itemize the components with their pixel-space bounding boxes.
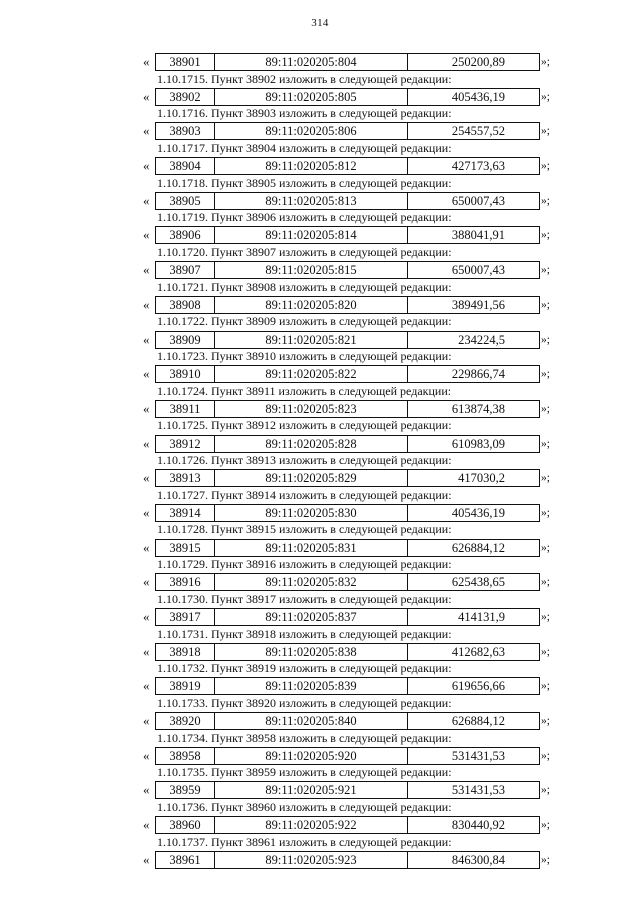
- item-number-cell: 38909: [156, 332, 215, 348]
- entry-table: [155, 781, 540, 799]
- entry-table: [155, 400, 540, 418]
- value-cell: 650007,43: [451, 193, 505, 208]
- close-quote: »;: [541, 645, 550, 658]
- table-row: [0, 850, 640, 870]
- close-quote: »;: [541, 333, 550, 346]
- amendment-caption: 1.10.1725. Пункт 38912 изложить в следующей редакции:: [157, 418, 452, 433]
- entry-table: [155, 643, 540, 661]
- cadastral-number-cell: 89:11:020205:805: [215, 89, 408, 105]
- cadastral-number-cell: 89:11:020205:815: [215, 262, 408, 278]
- close-quote: »;: [541, 368, 550, 381]
- amendment-caption: 1.10.1718. Пункт 38905 изложить в следующей редакции:: [157, 175, 452, 190]
- close-quote: »;: [541, 611, 550, 623]
- open-quote: «: [143, 747, 150, 763]
- table-row: [0, 87, 640, 107]
- table-row: [0, 538, 640, 558]
- entry-table: [155, 851, 540, 869]
- value-cell: 650007,43: [451, 263, 505, 278]
- entry-table: [155, 192, 540, 210]
- item-number-cell: 38908: [156, 297, 215, 313]
- open-quote: «: [143, 192, 150, 208]
- value-cell: 229866,74: [451, 367, 505, 382]
- amendment-caption: 1.10.1729. Пункт 38916 изложить в следующей редакции:: [157, 557, 452, 572]
- close-quote: »;: [541, 56, 550, 68]
- open-quote: «: [143, 782, 150, 798]
- close-quote: »;: [541, 576, 550, 589]
- amendment-entry: [0, 607, 640, 642]
- value-cell: 388041,91: [451, 228, 505, 243]
- open-quote: «: [143, 435, 150, 451]
- amendment-entry: [0, 850, 640, 885]
- cadastral-number-cell: 89:11:020205:840: [215, 713, 408, 729]
- item-number-cell: 38902: [156, 89, 215, 105]
- close-quote: »;: [541, 715, 550, 728]
- table-row: [0, 191, 640, 211]
- amendment-entry: [0, 676, 640, 711]
- cadastral-number-cell: 89:11:020205:820: [215, 297, 408, 313]
- close-quote: »;: [541, 853, 550, 866]
- amendment-entry: [0, 52, 640, 87]
- open-quote: «: [143, 678, 150, 694]
- value-cell: 531431,53: [451, 783, 505, 798]
- item-number-cell: 38903: [156, 123, 215, 139]
- amendment-entry: [0, 642, 640, 677]
- table-row: [0, 676, 640, 696]
- value-cell: 626884,12: [451, 714, 505, 729]
- amendment-entry: [0, 711, 640, 746]
- item-number-cell: 38919: [156, 678, 215, 694]
- amendment-entry: [0, 121, 640, 156]
- open-quote: «: [143, 504, 150, 520]
- value-cell: 405436,19: [451, 505, 505, 520]
- amendment-entry: [0, 434, 640, 469]
- entry-table: [155, 157, 540, 175]
- open-quote: «: [143, 609, 150, 624]
- table-row: [0, 156, 640, 176]
- open-quote: «: [143, 262, 150, 278]
- amendment-caption: 1.10.1715. Пункт 38902 изложить в следующей редакции:: [157, 71, 452, 86]
- value-cell: 405436,19: [451, 89, 505, 104]
- amendment-entry: [0, 815, 640, 850]
- amendment-entry: [0, 538, 640, 573]
- close-quote: »;: [541, 749, 550, 762]
- close-quote: »;: [541, 125, 550, 138]
- amendment-caption: 1.10.1737. Пункт 38961 изложить в следующей редакции:: [157, 834, 452, 849]
- open-quote: «: [143, 400, 150, 416]
- entry-table: [155, 469, 540, 487]
- table-row: [0, 572, 640, 592]
- entry-table: [155, 747, 540, 765]
- amendment-caption: 1.10.1736. Пункт 38960 изложить в следующей редакции:: [157, 799, 452, 814]
- entry-table: [155, 677, 540, 695]
- amendment-entry: [0, 468, 640, 503]
- entry-table: [155, 816, 540, 834]
- amendment-caption: 1.10.1728. Пункт 38915 изложить в следующей редакции:: [157, 522, 452, 537]
- amendment-entry: [0, 330, 640, 365]
- cadastral-number-cell: 89:11:020205:837: [215, 609, 408, 625]
- table-row: [0, 746, 640, 766]
- table-row: [0, 399, 640, 419]
- value-cell: 610983,09: [451, 436, 505, 451]
- item-number-cell: 38907: [156, 262, 215, 278]
- amendment-caption: 1.10.1726. Пункт 38913 изложить в следующей редакции:: [157, 453, 452, 468]
- amendment-entry: [0, 572, 640, 607]
- item-number-cell: 38916: [156, 574, 215, 590]
- entry-table: [155, 53, 540, 71]
- item-number-cell: 38961: [156, 852, 215, 868]
- entry-table: [155, 122, 540, 140]
- cadastral-number-cell: 89:11:020205:806: [215, 123, 408, 139]
- cadastral-number-cell: 89:11:020205:839: [215, 678, 408, 694]
- item-number-cell: 38914: [156, 505, 215, 521]
- cadastral-number-cell: 89:11:020205:821: [215, 332, 408, 348]
- entry-table: [155, 296, 540, 314]
- cadastral-number-cell: 89:11:020205:829: [215, 470, 408, 486]
- item-number-cell: 38920: [156, 713, 215, 729]
- value-cell: 254557,52: [451, 124, 505, 139]
- close-quote: »;: [541, 819, 550, 832]
- open-quote: «: [143, 851, 150, 867]
- item-number-cell: 38911: [156, 401, 215, 417]
- close-quote: »;: [541, 194, 550, 207]
- value-cell: 427173,63: [451, 159, 505, 174]
- open-quote: «: [143, 296, 150, 312]
- open-quote: «: [143, 331, 150, 347]
- entry-table: [155, 539, 540, 557]
- amendment-caption: 1.10.1731. Пункт 38918 изложить в следующей редакции:: [157, 626, 452, 641]
- close-quote: »;: [541, 506, 550, 519]
- amendment-caption: 1.10.1727. Пункт 38914 изложить в следующей редакции:: [157, 487, 452, 502]
- amendment-entry: [0, 225, 640, 260]
- value-cell: 389491,56: [451, 297, 505, 312]
- close-quote: »;: [541, 402, 550, 415]
- table-row: [0, 260, 640, 280]
- entry-table: [155, 88, 540, 106]
- open-quote: «: [143, 54, 150, 69]
- item-number-cell: 38913: [156, 470, 215, 486]
- entry-table: [155, 331, 540, 349]
- amendment-caption: 1.10.1733. Пункт 38920 изложить в следующей редакции:: [157, 695, 452, 710]
- entry-table: [155, 712, 540, 730]
- close-quote: »;: [541, 229, 550, 242]
- cadastral-number-cell: 89:11:020205:812: [215, 158, 408, 174]
- open-quote: «: [143, 539, 150, 555]
- item-number-cell: 38910: [156, 366, 215, 382]
- table-row: [0, 642, 640, 662]
- close-quote: »;: [541, 784, 550, 797]
- close-quote: »;: [541, 541, 550, 554]
- table-row: [0, 468, 640, 488]
- entry-table: [155, 365, 540, 383]
- close-quote: »;: [541, 472, 550, 485]
- amendment-entry: [0, 295, 640, 330]
- amendment-entry: [0, 156, 640, 191]
- close-quote: »;: [541, 437, 550, 450]
- amendment-entry: [0, 260, 640, 295]
- close-quote: »;: [541, 298, 550, 311]
- amendment-entry: [0, 399, 640, 434]
- value-cell: 625438,65: [451, 575, 505, 590]
- cadastral-number-cell: 89:11:020205:922: [215, 817, 408, 833]
- amendment-caption: 1.10.1717. Пункт 38904 изложить в следующей редакции:: [157, 140, 452, 155]
- open-quote: «: [143, 158, 150, 174]
- open-quote: «: [143, 713, 150, 729]
- table-row: [0, 52, 640, 72]
- table-row: [0, 434, 640, 454]
- cadastral-number-cell: 89:11:020205:804: [215, 54, 408, 70]
- amendment-caption: 1.10.1716. Пункт 38903 изложить в следующей редакции:: [157, 106, 452, 121]
- item-number-cell: 38901: [156, 54, 215, 70]
- cadastral-number-cell: 89:11:020205:813: [215, 193, 408, 209]
- table-row: [0, 295, 640, 315]
- cadastral-number-cell: 89:11:020205:838: [215, 644, 408, 660]
- value-cell: 830440,92: [451, 818, 505, 833]
- amendment-caption: 1.10.1722. Пункт 38909 изложить в следующей редакции:: [157, 314, 452, 329]
- amendment-caption: 1.10.1732. Пункт 38919 изложить в следующей редакции:: [157, 661, 452, 676]
- item-number-cell: 38904: [156, 158, 215, 174]
- item-number-cell: 38905: [156, 193, 215, 209]
- item-number-cell: 38960: [156, 817, 215, 833]
- amendment-entry: [0, 364, 640, 399]
- close-quote: »;: [541, 160, 550, 173]
- entry-table: [155, 573, 540, 591]
- open-quote: «: [143, 366, 150, 382]
- table-row: [0, 711, 640, 731]
- entry-table: [155, 261, 540, 279]
- table-row: [0, 121, 640, 141]
- open-quote: «: [143, 227, 150, 243]
- table-row: [0, 330, 640, 350]
- value-cell: 619656,66: [451, 679, 505, 694]
- table-row: [0, 225, 640, 245]
- value-cell: 626884,12: [451, 540, 505, 555]
- amendment-entry: [0, 746, 640, 781]
- entry-table: [155, 226, 540, 244]
- cadastral-number-cell: 89:11:020205:832: [215, 574, 408, 590]
- open-quote: «: [143, 574, 150, 590]
- cadastral-number-cell: 89:11:020205:822: [215, 366, 408, 382]
- amendment-caption: 1.10.1721. Пункт 38908 изложить в следующей редакции:: [157, 279, 452, 294]
- entry-table: [155, 608, 540, 626]
- value-cell: 234224,5: [458, 332, 505, 347]
- cadastral-number-cell: 89:11:020205:830: [215, 505, 408, 521]
- amendment-caption: 1.10.1719. Пункт 38906 изложить в следующей редакции:: [157, 210, 452, 225]
- page-number: 314: [311, 17, 329, 29]
- open-quote: «: [143, 817, 150, 833]
- amendment-entry: [0, 191, 640, 226]
- item-number-cell: 38912: [156, 436, 215, 452]
- close-quote: »;: [541, 264, 550, 277]
- table-row: [0, 607, 640, 627]
- value-cell: 250200,89: [451, 55, 505, 69]
- item-number-cell: 38917: [156, 609, 215, 625]
- item-number-cell: 38906: [156, 227, 215, 243]
- close-quote: »;: [541, 680, 550, 693]
- document-body: [0, 52, 640, 885]
- close-quote: »;: [541, 90, 550, 103]
- amendment-entry: [0, 503, 640, 538]
- amendment-caption: 1.10.1724. Пункт 38911 изложить в следующей редакции:: [157, 383, 452, 398]
- amendment-caption: 1.10.1720. Пункт 38907 изложить в следующей редакции:: [157, 244, 452, 259]
- table-row: [0, 364, 640, 384]
- cadastral-number-cell: 89:11:020205:831: [215, 540, 408, 556]
- amendment-entry: [0, 87, 640, 122]
- open-quote: «: [143, 470, 150, 486]
- entry-table: [155, 435, 540, 453]
- cadastral-number-cell: 89:11:020205:828: [215, 436, 408, 452]
- value-cell: 412682,63: [451, 644, 505, 659]
- open-quote: «: [143, 88, 150, 104]
- value-cell: 531431,53: [451, 748, 505, 763]
- cadastral-number-cell: 89:11:020205:814: [215, 227, 408, 243]
- table-row: [0, 780, 640, 800]
- table-row: [0, 503, 640, 523]
- cadastral-number-cell: 89:11:020205:920: [215, 748, 408, 764]
- table-row: [0, 815, 640, 835]
- value-cell: 613874,38: [451, 401, 505, 416]
- value-cell: 846300,84: [451, 852, 505, 867]
- cadastral-number-cell: 89:11:020205:921: [215, 782, 408, 798]
- amendment-caption: 1.10.1735. Пункт 38959 изложить в следующей редакции:: [157, 765, 452, 780]
- item-number-cell: 38918: [156, 644, 215, 660]
- amendment-caption: 1.10.1730. Пункт 38917 изложить в следующей редакции:: [157, 591, 452, 606]
- cadastral-number-cell: 89:11:020205:823: [215, 401, 408, 417]
- cadastral-number-cell: 89:11:020205:923: [215, 852, 408, 868]
- item-number-cell: 38915: [156, 540, 215, 556]
- value-cell: 414131,9: [458, 610, 505, 624]
- value-cell: 417030,2: [458, 471, 505, 486]
- amendment-caption: 1.10.1723. Пункт 38910 изложить в следующей редакции:: [157, 349, 452, 363]
- open-quote: «: [143, 123, 150, 139]
- open-quote: «: [143, 643, 150, 659]
- amendment-entry: [0, 780, 640, 815]
- item-number-cell: 38958: [156, 748, 215, 764]
- item-number-cell: 38959: [156, 782, 215, 798]
- entry-table: [155, 504, 540, 522]
- amendment-caption: 1.10.1734. Пункт 38958 изложить в следующей редакции:: [157, 730, 452, 745]
